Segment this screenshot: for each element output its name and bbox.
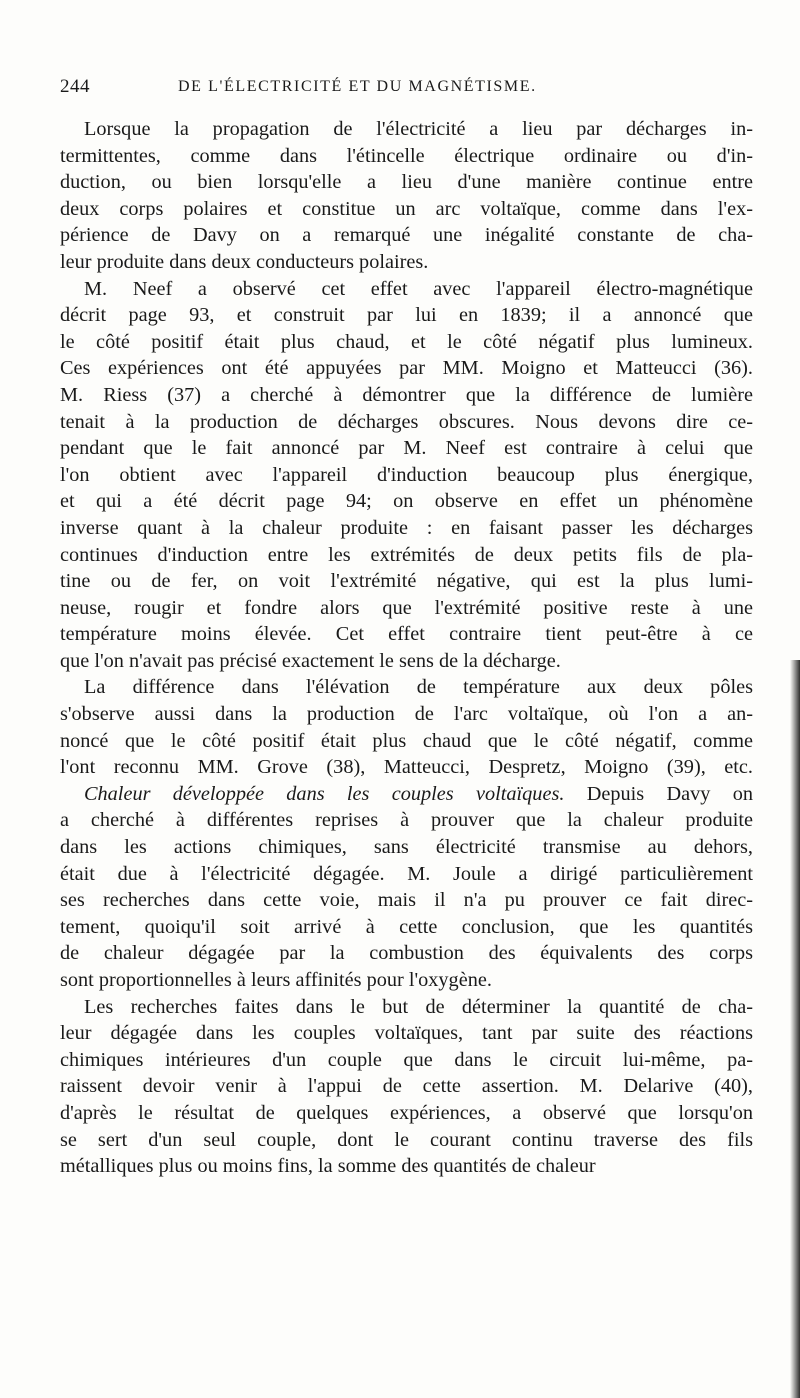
- page-number: 244: [60, 76, 90, 97]
- text-line: périence de Davy on a remarqué une inégalité constante de cha-: [60, 224, 753, 247]
- text-line: a cherché à différentes reprises à prouver que la chaleur produite: [60, 809, 753, 832]
- text-line: et qui a été décrit page 94; on observe en effet un phénomène: [60, 490, 753, 513]
- text-line: ses recherches dans cette voie, mais il n'a pu prouver ce fait direc-: [60, 889, 753, 912]
- running-title: DE L'ÉLECTRICITÉ ET DU MAGNÉTISME.: [178, 78, 537, 95]
- text-line: duction, ou bien lorsqu'elle a lieu d'une manière continue entre: [60, 171, 753, 194]
- text-line: tenait à la production de décharges obscures. Nous devons dire ce-: [60, 410, 753, 433]
- text-line: température moins élevée. Cet effet contraire tient peut-être à ce: [60, 623, 753, 646]
- text-line: tine ou de fer, on voit l'extrémité négative, qui est la plus lumi-: [60, 570, 753, 593]
- text-line: continues d'induction entre les extrémités de deux petits fils de pla-: [60, 543, 753, 566]
- text-line: inverse quant à la chaleur produite : en faisant passer les décharges: [60, 516, 753, 539]
- text-line: Les recherches faites dans le but de déterminer la quantité de cha-: [84, 995, 753, 1018]
- text-line: se sert d'un seul couple, dont le courant continu traverse des fils: [60, 1128, 753, 1151]
- text-line: que l'on n'avait pas précisé exactement le sens de la décharge.: [60, 649, 561, 672]
- text-line: noncé que le côté positif était plus chaud que le côté négatif, comme: [60, 729, 753, 752]
- text-line: s'observe aussi dans la production de l'arc voltaïque, où l'on a an-: [60, 703, 753, 726]
- text-line: leur produite dans deux conducteurs polaires.: [60, 250, 429, 273]
- page-header: [60, 76, 760, 102]
- text-line: raissent devoir venir à l'appui de cette assertion. M. Delarive (40),: [60, 1075, 753, 1098]
- text-line: métalliques plus ou moins fins, la somme des quantités de chaleur: [60, 1155, 596, 1178]
- text-line: [60, 781, 753, 808]
- text-line: chimiques intérieures d'un couple que dans le circuit lui-même, pa-: [60, 1048, 753, 1071]
- text-line: Lorsque la propagation de l'électricité a lieu par décharges in-: [84, 118, 753, 140]
- text-line: d'après le résultat de quelques expériences, a observé que lorsqu'on: [60, 1101, 753, 1124]
- text-line: le côté positif était plus chaud, et le côté négatif plus lumineux.: [60, 330, 753, 353]
- text-line: dans les actions chimiques, sans électricité transmise au dehors,: [60, 836, 753, 859]
- text-line: pendant que le fait annoncé par M. Neef est contraire à celui que: [60, 437, 753, 460]
- text-line: termittentes, comme dans l'étincelle électrique ordinaire ou d'in-: [60, 144, 753, 167]
- text-line: Ces expériences ont été appuyées par MM. Moigno et Matteucci (36).: [60, 357, 753, 380]
- text-line: l'on obtient avec l'appareil d'induction beaucoup plus énergique,: [60, 463, 753, 486]
- body-text: [60, 116, 753, 1180]
- text-line: de chaleur dégagée par la combustion des équivalents des corps: [60, 942, 753, 965]
- text-line: M. Neef a observé cet effet avec l'appareil électro-magnétique: [84, 277, 753, 300]
- text-line: neuse, rougir et fondre alors que l'extrémité positive reste à une: [60, 596, 753, 619]
- section-lead: Chaleur développée dans les couples voltaïques.: [84, 782, 565, 805]
- text-line: leur dégagée dans les couples voltaïques, tant par suite des réactions: [60, 1022, 753, 1045]
- text-line: deux corps polaires et constitue un arc voltaïque, comme dans l'ex-: [60, 197, 753, 220]
- text-line: M. Riess (37) a cherché à démontrer que la différence de lumière: [60, 383, 753, 406]
- page-edge-shadow: [790, 660, 800, 1398]
- text-line: sont proportionnelles à leurs affinités pour l'oxygène.: [60, 969, 492, 991]
- text-line: l'ont reconnu MM. Grove (38), Matteucci, Despretz, Moigno (39), etc.: [60, 756, 753, 779]
- text-line: tement, quoiqu'il soit arrivé à cette conclusion, que les quantités: [60, 915, 753, 938]
- lead-rest: Depuis Davy on: [564, 782, 753, 805]
- text-line: La différence dans l'élévation de température aux deux pôles: [84, 676, 753, 699]
- text-line: était due à l'électricité dégagée. M. Joule a dirigé particulièrement: [60, 862, 753, 885]
- text-line: décrit page 93, et construit par lui en 1839; il a annoncé que: [60, 304, 753, 327]
